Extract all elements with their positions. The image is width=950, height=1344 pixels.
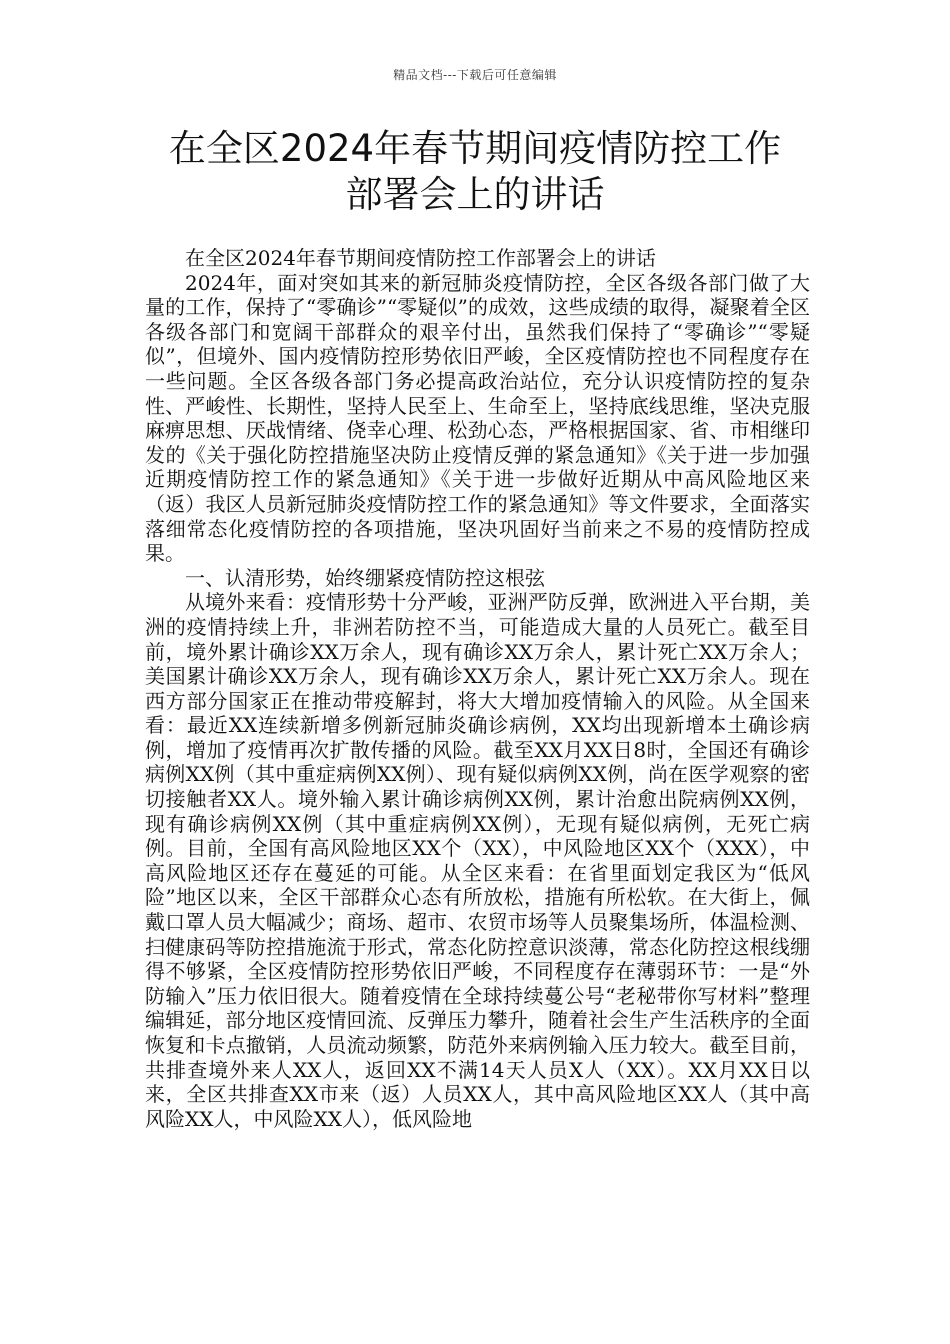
title-line-1: 在全区2024年春节期间疫情防控工作 — [168, 127, 782, 170]
paragraph-repeated-title: 在全区2024年春节期间疫情防控工作部署会上的讲话 — [185, 246, 656, 270]
header-note: 精品文档---下载后可任意编辑 — [393, 68, 557, 82]
section-heading-1: 一、认清形势，始终绷紧疫情防控这根弦 — [185, 565, 545, 590]
paragraph-situation: 从境外来看：疫情形势十分严峻，亚洲严防反弹，欧洲进入平台期，美洲的疫情持续上升，非洲若防控不当，可能造成大量的人员死亡。截至目前，境外累计确诊XX万余人，现有确诊XX万余人，累计死亡XX万余人；美国累计确诊XX万余人，现有确诊XX万余人，累计死亡XX万余人。现在西方部分国家正在推动带疫解封，将大大增加疫情输入的风险。从全国来看：最近XX连续新增多例新冠肺炎确诊病例，XX均出现新增本土确诊病例，增加了疫情再次扩散传播的风险。截至XX月XX日8时，全国还有确诊病例XX例（其中重症病例XX例）、现有疑似病例XX例，尚在医学观察的密切接触者XX人。境外输入累计确诊病例XX例，累计治愈出院病例XX例，现有确诊病例XX例（其中重症病例XX例），无现有疑似病例，无死亡病例。目前，全国有高风险地区XX个（XX），中风险地区XX个（XXX），中高风险地区还存在蔓延的可能。从全区来看：在省里面划定我区为“低风险”地区以来，全区干部群众心态有所放松，措施有所松软。在大街上，佩戴口罩人员大幅减少；商场、超市、农贸市场等人员聚集场所，体温检测、扫健康码等防控措施流于形式，常态化防控意识淡薄，常态化防控这根线绷得不够紧，全区疫情防控形势依旧严峻，不同程度存在薄弱环节：一是“外防输入”压力依旧很大。随着疫情在全球持续蔓公号“老秘带你写材料”整理编辑延，部分地区疫情回流、反弹压力攀升，随着社会生产生活秩序的全面恢复和卡点撤销，人员流动频繁，防范外来病例输入压力较大。截至目前，共排查境外来人XX人，返回XX不满14天人员X人（XX）。XX月XX日以来，全区共排查XX市来（返）人员XX人，其中高风险地区XX人（其中高风险XX人，中风险XX人），低风险地 — [145, 590, 810, 1131]
title-line-2: 部署会上的讲话 — [345, 173, 605, 216]
document-body — [145, 246, 810, 1131]
paragraph-intro: 2024年，面对突如其来的新冠肺炎疫情防控，全区各级各部门做了大量的工作，保持了“零确诊”“零疑似”的成效，这些成绩的取得，凝聚着全区各级各部门和宽阔干部群众的艰辛付出，虽然我们保持了“零确诊”“零疑似”，但境外、国内疫情防控形势依旧严峻，全区疫情防控也不同程度存在一些问题。全区各级各部门务必提高政治站位，充分认识疫情防控的复杂性、严峻性、长期性，坚持人民至上、生命至上，坚持底线思维，坚决克服麻痹思想、厌战情绪、侥幸心理、松劲心态，严格根据国家、省、市相继印发的《关于强化防控措施坚决防止疫情反弹的紧急通知》《关于进一步加强近期疫情防控工作的紧急通知》《关于进一步做好近期从中高风险地区来（返）我区人员新冠肺炎疫情防控工作的紧急通知》等文件要求，全面落实落细常态化疫情防控的各项措施，坚决巩固好当前来之不易的疫情防控成果。 — [145, 270, 810, 566]
document-title — [100, 126, 850, 218]
